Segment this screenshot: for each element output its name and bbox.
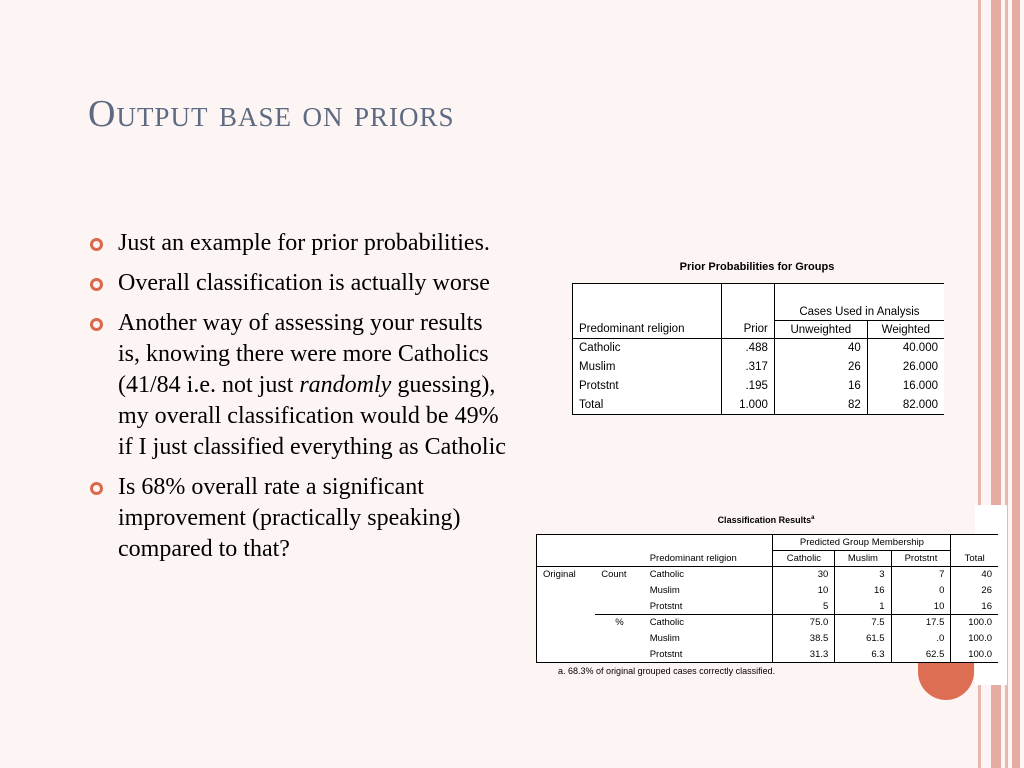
table-row: Protstnt 5 1 10 16	[537, 599, 999, 615]
table-row: Total 1.000 82 82.000	[573, 396, 945, 415]
column-header: Total	[951, 551, 998, 567]
row-label-count: Count	[601, 569, 627, 581]
column-header: Predominant religion	[644, 551, 773, 567]
column-header: Unweighted	[774, 321, 867, 339]
column-header: Protstnt	[891, 551, 951, 567]
priors-table	[572, 283, 944, 415]
column-header: Predominant religion	[573, 321, 722, 339]
bullet-item: Is 68% overall rate a significant improvement (practically speaking) compared to that?	[88, 472, 508, 565]
table-row: Original Count Catholic 30 3 7 40	[537, 567, 999, 583]
predicted-group-header: Predicted Group Membership	[773, 535, 951, 551]
decor-stripe	[1012, 0, 1020, 768]
column-header: Muslim	[835, 551, 891, 567]
table-row: % Catholic 75.0 7.5 17.5 100.0	[537, 615, 999, 631]
classification-table-caption: Classification Results$^a$	[717, 515, 815, 525]
bullet-icon	[90, 318, 103, 331]
bullet-item: Overall classification is actually worse	[88, 268, 508, 299]
table-row: Protstnt 31.3 6.3 62.5 100.0	[537, 647, 999, 663]
table-row: Muslim 38.5 61.5 .0 100.0	[537, 631, 999, 647]
table-row: Catholic .488 40 40.000	[573, 339, 945, 358]
bullet-icon	[90, 482, 103, 495]
bullet-icon	[90, 238, 103, 251]
bullet-list	[88, 228, 508, 574]
column-header: Weighted	[867, 321, 944, 339]
table-row: Muslim .317 26 26.000	[573, 358, 945, 377]
bullet-item: Just an example for prior probabilities.	[88, 228, 508, 259]
table-row: Protstnt .195 16 16.000	[573, 377, 945, 396]
column-header: Catholic	[773, 551, 835, 567]
priors-table-caption: Prior Probabilities for Groups	[679, 261, 835, 273]
classification-table	[536, 534, 998, 663]
classification-footnote: a. 68.3% of original grouped cases correctly classified.	[558, 666, 776, 676]
priors-group-header: Cases Used in Analysis	[774, 305, 944, 321]
bullet-item: Another way of assessing your results is, knowing there were more Catholics (41/84 i.e. not just randomly guessing), my overall classification would be 49% if I just classified everything as Catholic	[88, 308, 508, 463]
row-label-percent: %	[615, 617, 624, 629]
row-label-original: Original	[537, 567, 596, 583]
column-header: Prior	[722, 321, 775, 339]
bullet-icon	[90, 278, 103, 291]
slide-title: Output base on priors	[88, 93, 455, 135]
table-row: Muslim 10 16 0 26	[537, 583, 999, 599]
bullet-emphasis: randomly	[299, 372, 392, 398]
